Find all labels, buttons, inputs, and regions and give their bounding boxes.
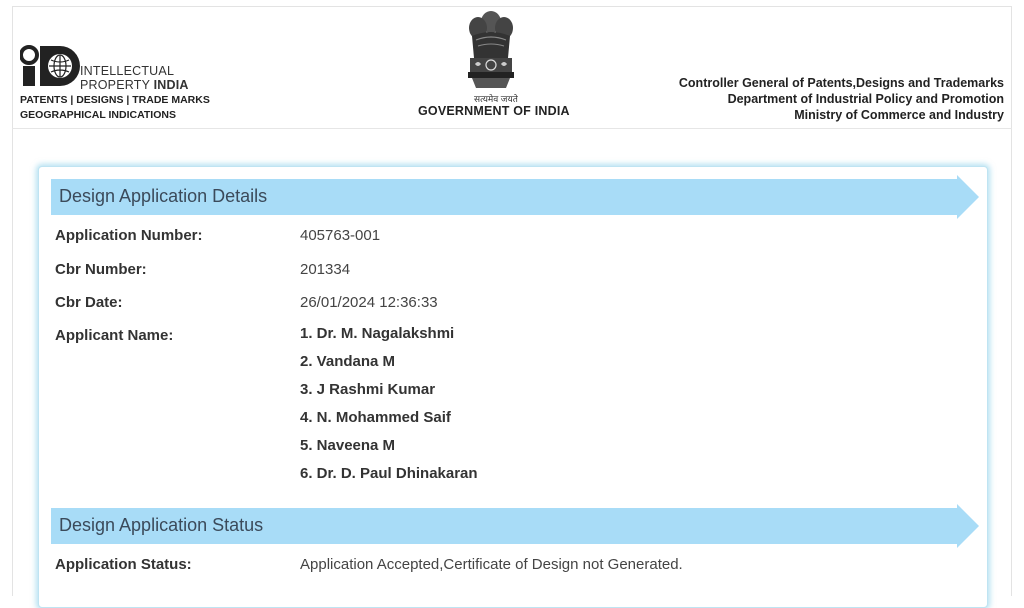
applicant-item: 6. Dr. D. Paul Dhinakaran — [300, 465, 478, 482]
ip-logo-text — [80, 64, 189, 92]
application-number-label: Application Number: — [55, 227, 203, 244]
site-header — [0, 0, 1024, 128]
details-banner-arrow — [957, 175, 979, 219]
ip-india-mark-icon — [20, 44, 82, 88]
applicant-item: 1. Dr. M. Nagalakshmi — [300, 325, 455, 342]
ip-logo-line2: PROPERTY — [80, 78, 154, 92]
emblem-motto: सत्यमेव जयते — [474, 94, 518, 104]
applicant-item: 3. J Rashmi Kumar — [300, 381, 436, 398]
ip-logo-india: INDIA — [153, 78, 189, 92]
applicant-name-label: Applicant Name: — [55, 327, 174, 344]
office-line-1: Controller General of Patents,Designs and Trademarks — [678, 76, 1004, 90]
ip-logo-subtitle-1: PATENTS | DESIGNS | TRADE MARKS — [20, 94, 210, 106]
status-banner — [51, 508, 979, 544]
applicant-item: 2. Vandana M — [300, 353, 396, 370]
cbr-date-value: 26/01/2024 12:36:33 — [300, 294, 438, 311]
cbr-date-label: Cbr Date: — [55, 294, 123, 311]
office-line-2: Department of Industrial Policy and Promotion — [727, 92, 1004, 106]
ip-logo-line1: INTELLECTUAL — [80, 64, 175, 78]
header-divider — [12, 128, 1012, 129]
application-status-label: Application Status: — [55, 556, 192, 573]
ashoka-emblem-icon — [458, 8, 524, 92]
cbr-number-label: Cbr Number: — [55, 261, 147, 278]
government-emblem — [418, 8, 586, 123]
office-line-3: Ministry of Commerce and Industry — [794, 108, 1004, 122]
government-of-india-label: GOVERNMENT OF INDIA — [418, 104, 570, 118]
office-title-block — [679, 75, 1004, 123]
application-number-value: 405763-001 — [300, 227, 381, 244]
application-status-value: Application Accepted,Certificate of Design not Generated. — [300, 556, 683, 573]
details-heading: Design Application Details — [59, 186, 268, 206]
details-banner — [51, 179, 979, 215]
status-banner-arrow — [957, 504, 979, 548]
applicant-item: 5. Naveena M — [300, 437, 396, 454]
application-card — [38, 166, 988, 608]
cbr-number-value: 201334 — [300, 261, 351, 278]
ip-logo-subtitle-2: GEOGRAPHICAL INDICATIONS — [20, 109, 176, 121]
applicant-list — [300, 325, 478, 493]
ip-india-logo[interactable] — [20, 44, 230, 124]
status-heading: Design Application Status — [59, 515, 264, 535]
applicant-item: 4. N. Mohammed Saif — [300, 409, 451, 426]
